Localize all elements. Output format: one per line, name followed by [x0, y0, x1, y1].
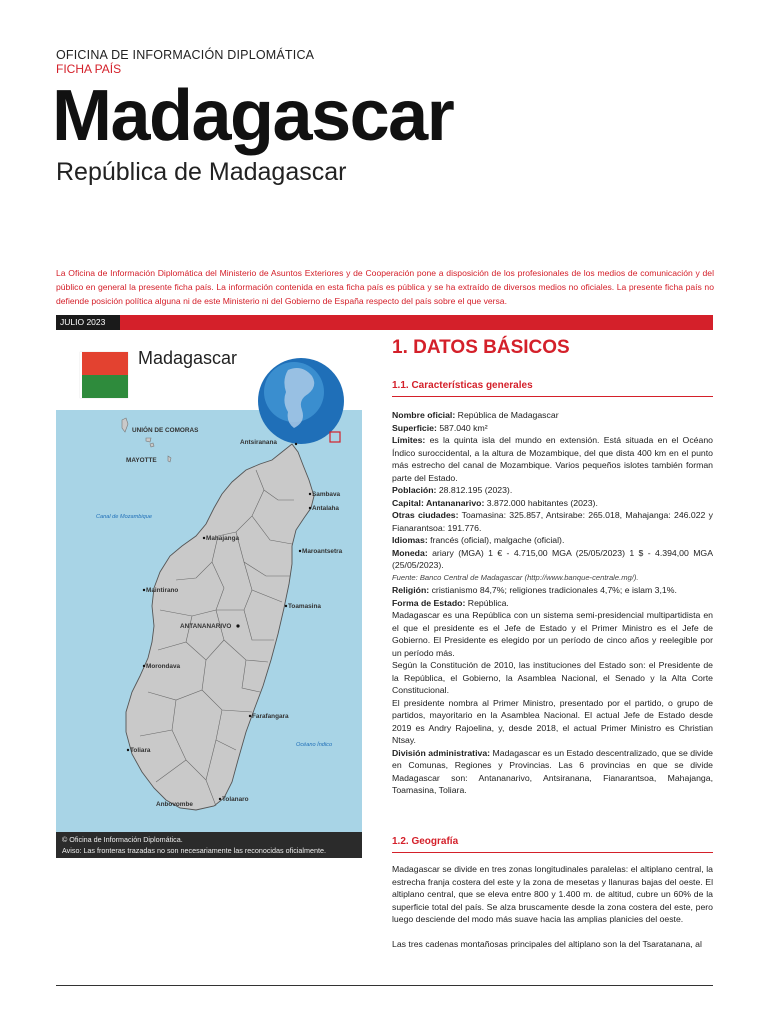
label-mayotte: MAYOTTE: [126, 457, 157, 464]
label-ocean: Océano Índico: [296, 742, 333, 748]
subsection-title-general: 1.1. Características generales: [392, 380, 533, 391]
subsection-rule: [392, 396, 713, 397]
label-sambava: Sambava: [312, 491, 341, 498]
date-bar: [56, 315, 713, 330]
map-caption-copyright: © Oficina de Información Diplomática.: [62, 835, 183, 844]
map-caption-disclaimer: Aviso: Las fronteras trazadas no son necesariamente las reconocidas oficialmente.: [62, 846, 326, 855]
subsection-title-geography: 1.2. Geografía: [392, 836, 459, 847]
office-name: OFICINA DE INFORMACIÓN DIPLOMÁTICA: [56, 48, 315, 62]
label-toliara: Toliara: [130, 747, 151, 754]
page-subtitle: República de Madagascar: [56, 158, 347, 186]
basic-data-text: Nombre oficial: República de Madagascar Superficie: 587.040 km² Límites: es la quinta isla del mundo en extensión. Está situada en el Océano Índico suroccidental, a la altura de Mozambique, del que dista 400 km en el punto más estrecho del canal de Mozambique. Varios pequeños islotes también forman parte del Estado. Población: 28.812.195 (2023). Capital: Antananarivo: 3.872.000 habitantes (2023). Otras ciudades: Toamasina: 325.857, Antsirabe: 265.018, Mahajanga: 246.022 y Fianarantsoa: 191.776. Idiomas: francés (oficial), malgache (oficial). Moneda: ariary (MGA) 1 € - 4.715,00 MGA (25/05/2023) 1 $ - 4.394,00 MGA (25/05/2023). Fuente: Banco Central de Madagascar (http://www.banque-centrale.mg/). Religión: cristianismo 84,7%; religiones tradicionales 4,7%; e islam 3,1%. Forma de Estado: República. Madagascar es una República con un sistema semi-presidencial multipartidista en el que el presidente es el Jefe de Estado y el Primer Ministro es el Jefe de Gobierno. El Presidente es elegido por un período de cinco años y reelegible por un período más. Según la Constitución de 2010, las instituciones del Estado son: el Presidente de la República, el Gobierno, la Asamblea Nacional, el Senado y la Alta Corte Constitucional. El presidente nombra al Primer Ministro, presentado por el partido, o grupo de partidos, mayoritario en la Asamblea Nacional. El actual Jefe de Estado desde 2019 es Andry Rajoelina, y, desde 2018, el actual Primer Ministro es Christian Ntsay. División administrativa: Madagascar es un Estado descentralizado, que se divide en Comunas, Regiones y Provincias. Las 6 provincias en que se divide Madagascar son: Antananarivo, Antsiranana, Fianarantsoa, Mahajanga, Toamasina, Toliara.: [392, 410, 713, 795]
label-maroantsetra: Maroantsetra: [302, 548, 343, 555]
label-channel: Canal de Mozambique: [96, 514, 152, 520]
label-maintirano: Maintirano: [146, 587, 179, 594]
footer-rule: [56, 985, 713, 986]
document-type: FICHA PAÍS: [56, 62, 122, 76]
subsection-rule: [392, 852, 713, 853]
section-title: 1. DATOS BÁSICOS: [392, 337, 570, 358]
label-antalaha: Antalaha: [312, 505, 339, 512]
label-morondava: Morondava: [146, 663, 181, 670]
globe-icon: [258, 358, 344, 444]
label-tolanaro: Tolanaro: [222, 796, 249, 803]
source-note: Fuente: Banco Central de Madagascar (http://www.banque-centrale.mg/).: [392, 572, 639, 582]
map-figure: [56, 340, 362, 858]
label-toamasina: Toamasina: [288, 603, 321, 610]
intro-disclaimer: La Oficina de Información Diplomática del Ministerio de Asuntos Exteriores y de Cooperación pone a disposición de los profesionales de los medios de comunicación y del público en general la presente ficha país. La información contenida en esta ficha país es pública y se ha extraído de diversos medios no oficiales. La presente ficha país no defiende posición política alguna ni de este Ministerio ni del Gobierno de España respecto del país sobre el que versa.: [56, 268, 714, 306]
date-label: JULIO 2023: [56, 315, 120, 330]
label-antananarivo: ANTANANARIVO: [180, 623, 232, 630]
flag-icon: [80, 352, 128, 398]
map-title: Madagascar: [138, 348, 238, 368]
map-caption: [56, 832, 362, 858]
label-antsiranana: Antsiranana: [240, 439, 277, 446]
label-farafangara: Farafangara: [252, 713, 289, 720]
geography-text: Madagascar se divide en tres zonas longitudinales paralelas: el altiplano central, la estrecha franja costera del este y la zona de mesetas y llanuras bajas del oeste. El altiplano central, que se eleva entre 800 y 1.400 m. de altitud, cubre un 60% de la superficie total del país. Se alza bruscamente desde la zona costera del este, pero luego desciende del modo más suave hacia las amplias planicies del oeste. Las tres cadenas montañosas principales del altiplano son la del Tsaratanana, al: [392, 864, 713, 949]
label-mahajanga: Mahajanga: [206, 535, 240, 542]
label-comoros: UNIÓN DE COMORAS: [132, 427, 199, 434]
label-anbovombe: Anbovombe: [156, 801, 193, 808]
page-title: Madagascar: [52, 76, 454, 156]
